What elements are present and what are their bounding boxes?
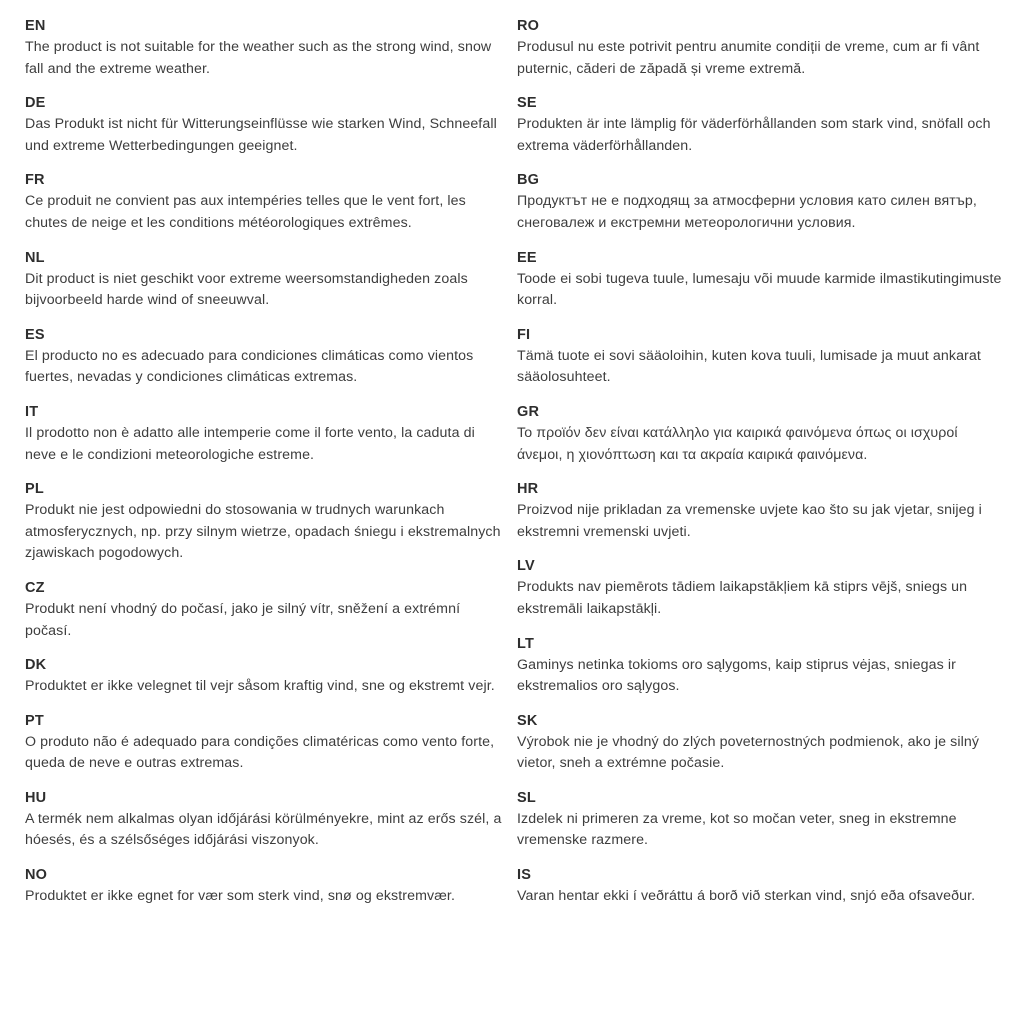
language-entry-ee xyxy=(517,247,1004,312)
language-code: PT xyxy=(25,712,44,729)
language-entry-bg xyxy=(517,169,1004,234)
language-code: EN xyxy=(25,18,46,34)
language-code: PL xyxy=(25,481,44,498)
language-text: A termék nem alkalmas olyan időjárási körülményekre, mint az erős szél, a hóesés, és a szélsőséges időjárási viszonyok. xyxy=(25,810,502,849)
language-code: SL xyxy=(517,789,536,806)
language-text: Продуктът не е подходящ за атмосферни условия като силен вятър, снеговалеж и екстремни метеорологични условия. xyxy=(517,193,977,231)
language-entry-lv xyxy=(517,555,1004,620)
language-entry-fi xyxy=(517,324,1004,389)
language-code: HU xyxy=(25,789,47,806)
language-text: Dit product is niet geschikt voor extreme weersomstandigheden zoals bijvoorbeeld harde wind of sneeuwval. xyxy=(25,270,468,309)
language-entry-is xyxy=(517,864,1004,908)
language-code: NL xyxy=(25,249,45,266)
language-entry-sk xyxy=(517,710,1004,775)
language-entry-pl xyxy=(25,478,505,565)
language-entry-se xyxy=(517,92,1004,157)
language-text: Il prodotto non è adatto alle intemperie come il forte vento, la caduta di neve e le condizioni meteorologiche estreme. xyxy=(25,424,475,463)
language-text: Produktet er ikke velegnet til vejr såsom kraftig vind, sne og ekstremt vejr. xyxy=(25,678,495,695)
language-text: Produsul nu este potrivit pentru anumite condiții de vreme, cum ar fi vânt puternic, căderi de zăpadă și vreme extremă. xyxy=(517,39,980,77)
language-entry-de xyxy=(25,92,505,157)
language-text: Das Produkt ist nicht für Witterungseinflüsse wie starken Wind, Schneefall und extreme Wetterbedingungen geeignet. xyxy=(25,116,497,154)
language-code: FR xyxy=(25,172,45,189)
language-entry-dk xyxy=(25,654,505,698)
left-column xyxy=(25,15,505,920)
language-entry-gr xyxy=(517,401,1004,466)
language-text: The product is not suitable for the weather such as the strong wind, snow fall and the extreme weather. xyxy=(25,39,492,77)
language-entry-en xyxy=(25,15,505,80)
language-text: Produkten är inte lämplig för väderförhållanden som stark vind, snöfall och extrema väderförhållanden. xyxy=(517,116,991,154)
language-entry-hr xyxy=(517,478,1004,543)
language-code: SK xyxy=(517,712,538,729)
right-column xyxy=(517,15,1004,920)
language-entry-es xyxy=(25,324,505,389)
language-text: Toode ei sobi tugeva tuule, lumesaju või muude karmide ilmastikutingimuste korral. xyxy=(517,270,1002,309)
language-code: DK xyxy=(25,657,47,674)
language-text: Proizvod nije prikladan za vremenske uvjete kao što su jak vjetar, snijeg i ekstremni vremenski uvjeti. xyxy=(517,502,982,540)
language-entry-pt xyxy=(25,710,505,775)
language-text: Výrobok nie je vhodný do zlých poveternostných podmienok, ako je silný vietor, sneh a extrémne počasie. xyxy=(517,733,980,772)
language-text: Varan hentar ekki í veðráttu á borð við sterkan vind, snjó eða ofsaveður. xyxy=(517,888,976,905)
language-code: LT xyxy=(517,635,535,652)
language-code: IS xyxy=(517,867,532,884)
language-entry-cz xyxy=(25,577,505,642)
language-entry-sl xyxy=(517,787,1004,852)
language-code: RO xyxy=(517,18,540,34)
language-code: FI xyxy=(517,326,531,343)
language-code: ES xyxy=(25,326,45,343)
language-code: IT xyxy=(25,403,39,420)
language-code: DE xyxy=(25,95,46,112)
language-text: Produkts nav piemērots tādiem laikapstākļiem kā stiprs vējš, sniegs un ekstremāli laikapstākļi. xyxy=(517,579,968,617)
language-entry-it xyxy=(25,401,505,466)
language-code: SE xyxy=(517,95,537,112)
language-entry-hu xyxy=(25,787,505,852)
language-code: LV xyxy=(517,558,535,575)
language-text: Produkt není vhodný do počasí, jako je silný vítr, sněžení a extrémní počasí. xyxy=(25,600,461,639)
language-code: NO xyxy=(25,867,48,884)
language-code: EE xyxy=(517,249,537,266)
language-code: CZ xyxy=(25,579,45,596)
language-text: Gaminys netinka tokioms oro sąlygoms, kaip stiprus vėjas, sniegas ir ekstremalios oro sąlygos. xyxy=(517,656,956,695)
language-code: GR xyxy=(517,403,540,420)
language-code: BG xyxy=(517,172,540,189)
language-code: HR xyxy=(517,481,539,498)
language-text: O produto não é adequado para condições climatéricas como vento forte, queda de neve e outras extremas. xyxy=(25,733,495,772)
language-text: Produkt nie jest odpowiedni do stosowania w trudnych warunkach atmosferycznych, np. przy silnym wietrze, opadach śniegu i ekstremalnych zjawiskach pogodowych. xyxy=(25,502,501,562)
language-text: Tämä tuote ei sovi sääoloihin, kuten kova tuuli, lumisade ja muut ankarat sääolosuhteet. xyxy=(517,347,981,386)
language-entry-nl xyxy=(25,247,505,312)
language-text: El producto no es adecuado para condiciones climáticas como vientos fuertes, nevadas y condiciones climáticas extremas. xyxy=(25,347,474,386)
language-text: Ce produit ne convient pas aux intempéries telles que le vent fort, les chutes de neige et les conditions météorologiques extrêmes. xyxy=(25,193,466,231)
language-entry-no xyxy=(25,864,505,908)
language-text: Produktet er ikke egnet for vær som sterk vind, snø og ekstremvær. xyxy=(25,888,456,905)
language-entry-fr xyxy=(25,169,505,234)
language-entry-ro xyxy=(517,15,1004,80)
language-text: Το προϊόν δεν είναι κατάλληλο για καιρικά φαινόμενα όπως οι ισχυροί άνεμοι, η χιονόπτωση και τα ακραία καιρικά φαινόμενα. xyxy=(517,424,958,463)
language-text: Izdelek ni primeren za vreme, kot so močan veter, sneg in ekstremne vremenske razmere. xyxy=(517,810,957,849)
language-entry-lt xyxy=(517,633,1004,698)
